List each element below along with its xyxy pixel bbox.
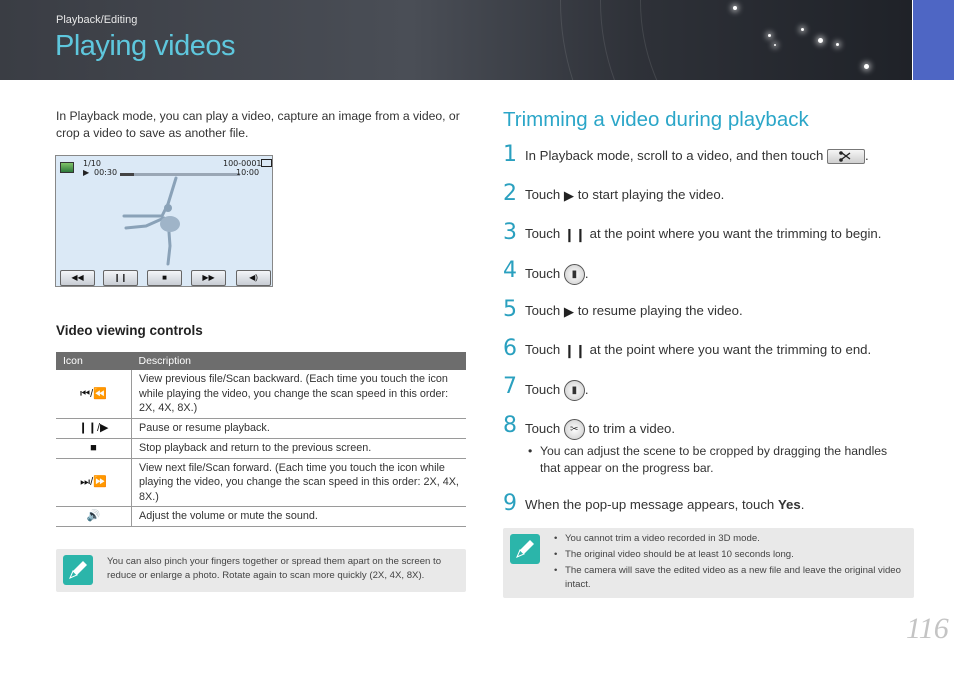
step-text-end: . bbox=[800, 497, 805, 512]
controls-table bbox=[56, 352, 466, 527]
trim-section-title: Trimming a video during playback bbox=[503, 108, 809, 131]
note-pencil-icon bbox=[510, 534, 540, 564]
fast-forward-button[interactable]: ▶▶ bbox=[191, 270, 226, 286]
row-desc: View previous file/Scan backward. (Each time you touch the icon while playing the video, you change the scan speed in this order: 2X, 4X, 8X.) bbox=[132, 370, 467, 418]
step-text: Touch bbox=[525, 265, 561, 281]
scissors-icon: ✂ bbox=[564, 419, 585, 440]
file-number: 100-0001 bbox=[223, 159, 262, 168]
step-text-end: . bbox=[865, 148, 869, 163]
file-counter: 1/10 bbox=[83, 159, 101, 168]
table-row bbox=[56, 507, 466, 527]
rewind-button[interactable]: ◀◀ bbox=[60, 270, 95, 286]
playback-control-bar bbox=[56, 268, 272, 286]
battery-icon bbox=[261, 159, 272, 167]
note-box-left bbox=[56, 549, 466, 592]
step-number: 4 bbox=[503, 258, 517, 283]
pause-icon: ❙❙ bbox=[563, 226, 586, 242]
play-icon: ▶ bbox=[563, 303, 575, 319]
volume-button[interactable]: ◀) bbox=[236, 270, 271, 286]
ballerina-figure bbox=[116, 176, 196, 266]
prev-scan-back-icon: ⏮/⏪ bbox=[56, 370, 132, 418]
step-number: 1 bbox=[503, 142, 517, 167]
note-item: • You cannot trim a video recorded in 3D mode. bbox=[554, 532, 906, 546]
step-number: 7 bbox=[503, 374, 517, 399]
step-number: 8 bbox=[503, 413, 517, 438]
next-scan-forward-icon: ⏭/⏩ bbox=[56, 458, 132, 507]
step-number: 6 bbox=[503, 336, 517, 361]
chapter-tab bbox=[913, 0, 954, 80]
step-text-end: . bbox=[584, 265, 589, 281]
step-text-end: to start playing the video. bbox=[577, 187, 725, 202]
pause-icon: ❙❙ bbox=[563, 342, 586, 358]
table-row bbox=[56, 418, 466, 438]
col-icon-header: Icon bbox=[56, 352, 132, 370]
step-text-end: to resume playing the video. bbox=[577, 303, 743, 318]
step-text-end: at the point where you want the trimming to end. bbox=[589, 342, 872, 357]
volume-icon: 🔊 bbox=[56, 507, 132, 527]
total-time: 10:00 bbox=[236, 168, 260, 177]
step-number: 5 bbox=[503, 297, 517, 322]
stop-button[interactable]: ■ bbox=[147, 270, 182, 286]
step-number: 3 bbox=[503, 220, 517, 245]
stop-icon: ■ bbox=[56, 438, 132, 458]
step-text: In Playback mode, scroll to a video, and then touch bbox=[525, 148, 824, 163]
step-number: 2 bbox=[503, 181, 517, 206]
step-text-end: at the point where you want the trimming to begin. bbox=[589, 226, 882, 241]
note-item: • The camera will save the edited video as a new file and leave the original video intact. bbox=[554, 564, 906, 592]
elapsed-time: 00:30 bbox=[94, 168, 118, 177]
video-thumbnail-icon bbox=[60, 162, 74, 173]
row-desc: Adjust the volume or mute the sound. bbox=[132, 507, 467, 527]
pause-button[interactable]: ❙❙ bbox=[103, 270, 138, 286]
pause-resume-icon: ❙❙/▶ bbox=[56, 418, 132, 438]
step-text: When the pop-up message appears, touch bbox=[525, 497, 775, 512]
row-desc: Stop playback and return to the previous screen. bbox=[132, 438, 467, 458]
col-desc-header: Description bbox=[132, 352, 467, 370]
trim-end-icon: ▮ bbox=[564, 380, 585, 401]
controls-heading: Video viewing controls bbox=[56, 323, 203, 338]
step-text: Touch bbox=[525, 226, 561, 241]
step-number: 9 bbox=[503, 491, 517, 516]
table-row bbox=[56, 458, 466, 507]
table-row bbox=[56, 438, 466, 458]
step-text-end: . bbox=[584, 381, 589, 397]
play-indicator-icon: ▶ bbox=[83, 168, 90, 177]
step-text: Touch bbox=[525, 381, 561, 397]
trim-button-icon bbox=[827, 149, 865, 164]
page-number: 116 bbox=[906, 612, 949, 645]
step-text: Touch bbox=[525, 342, 561, 357]
step-text: Touch bbox=[525, 420, 561, 436]
note-item: • The original video should be at least 10 seconds long. bbox=[554, 548, 906, 562]
playback-screen-illustration bbox=[55, 155, 273, 287]
yes-label: Yes bbox=[777, 497, 801, 512]
table-row bbox=[56, 370, 466, 418]
note-left-text: You can also pinch your fingers together or spread them apart on the screen to reduce or enlarge a photo. Rotate again to scan more quickly (2X, 4X, 8X). bbox=[107, 556, 442, 581]
play-icon: ▶ bbox=[563, 187, 575, 203]
step-text: Touch bbox=[525, 187, 561, 202]
step-text: Touch bbox=[525, 303, 561, 318]
intro-text: In Playback mode, you can play a video, capture an image from a video, or crop a video to save as another file. bbox=[56, 109, 460, 140]
note-box-right bbox=[503, 528, 914, 598]
note-pencil-icon bbox=[63, 555, 93, 585]
trim-start-icon: ▮ bbox=[564, 264, 585, 285]
page-title: Playing videos bbox=[55, 30, 235, 62]
step-8-sub-bullet: • You can adjust the scene to be cropped by dragging the handles that appear on the progress bar. bbox=[540, 443, 910, 477]
breadcrumb: Playback/Editing bbox=[56, 14, 138, 26]
step-text-end: to trim a video. bbox=[588, 420, 676, 436]
row-desc: Pause or resume playback. bbox=[132, 418, 467, 438]
note-right-text bbox=[554, 532, 906, 594]
row-desc: View next file/Scan forward. (Each time you touch the icon while playing the video, you change the scan speed in this order: 2X, 4X, 8X.) bbox=[132, 458, 467, 507]
